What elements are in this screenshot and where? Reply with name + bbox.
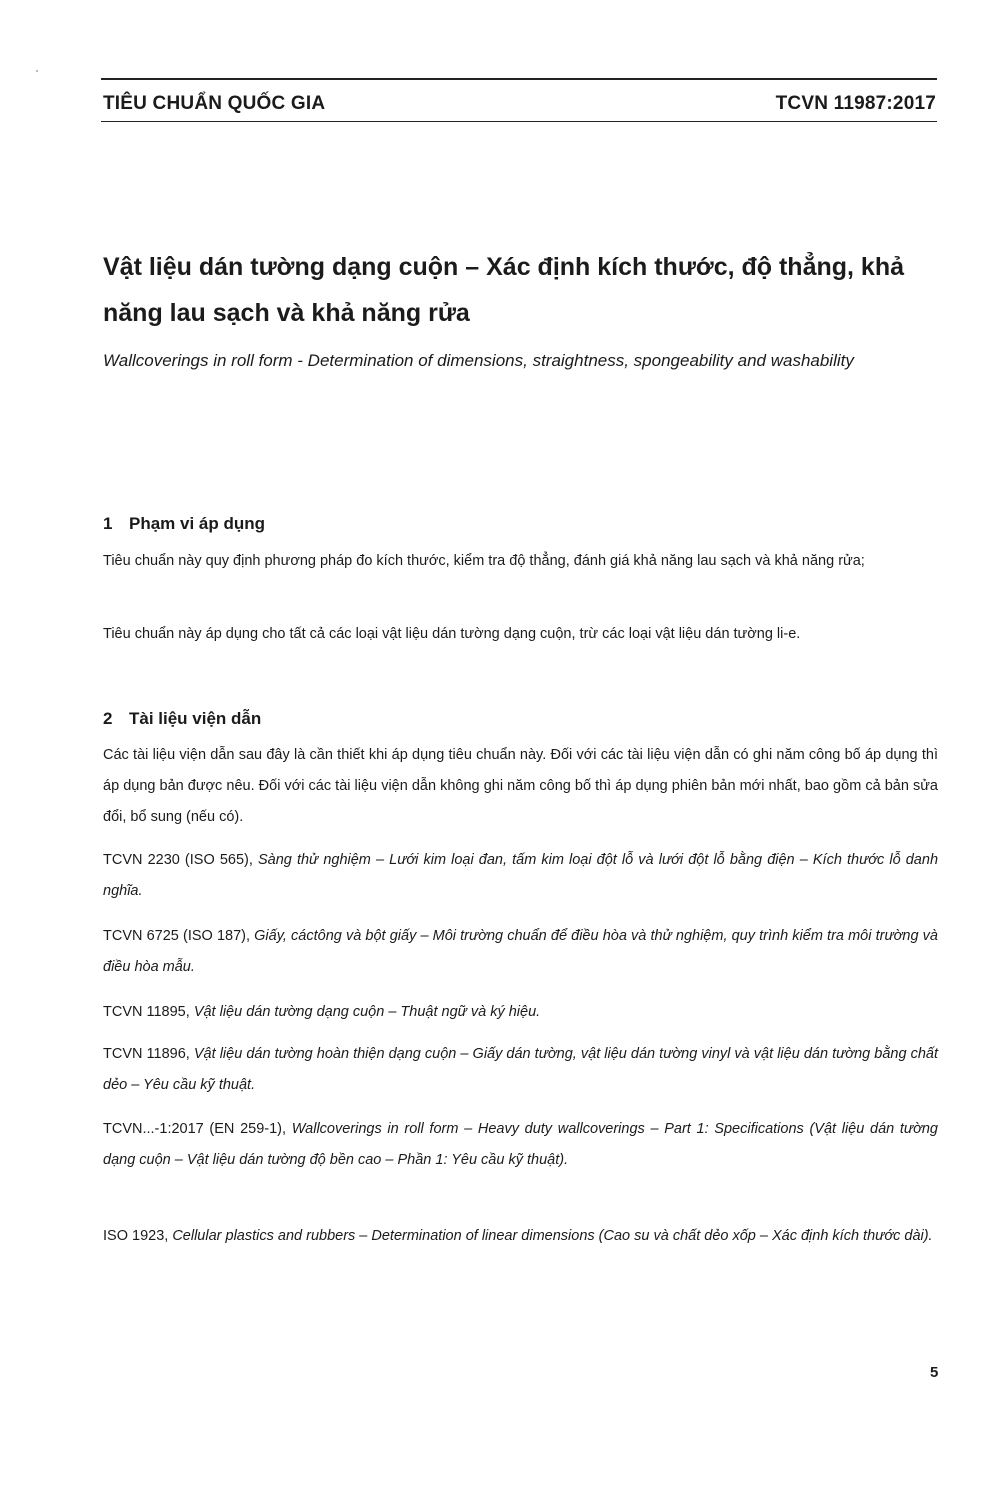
- section-2-heading: [103, 709, 261, 729]
- section-2-title: Tài liệu viện dẫn: [129, 709, 262, 728]
- section-1-heading: [103, 514, 265, 534]
- section-1-title: Phạm vi áp dụng: [129, 514, 266, 533]
- section-1-paragraph-2: Tiêu chuẩn này áp dụng cho tất cả các loại vật liệu dán tường dạng cuộn, trừ các loại vật liệu dán tường li-e.: [103, 626, 801, 642]
- scan-speck: [36, 70, 38, 72]
- document-title: Vật liệu dán tường dạng cuộn – Xác định kích thước, độ thẳng, khả năng lau sạch và khả năng rửa: [103, 253, 904, 327]
- reference-item: TCVN 11896, Vật liệu dán tường hoàn thiện dạng cuộn – Giấy dán tường, vật liệu dán tường vinyl và vật liệu dán tường bằng chất dẻo – Yêu cầu kỹ thuật.: [103, 1046, 938, 1093]
- section-1-paragraph-1: Tiêu chuẩn này quy định phương pháp đo kích thước, kiểm tra độ thẳng, đánh giá khả năng lau sạch và khả năng rửa;: [103, 553, 865, 569]
- header-standard-code: TCVN 11987:2017: [775, 93, 936, 114]
- document-subtitle-english: Wallcoverings in roll form - Determination of dimensions, straightness, spongeability and washability: [103, 351, 854, 370]
- section-2-intro: Các tài liệu viện dẫn sau đây là cần thiết khi áp dụng tiêu chuẩn này. Đối với các tài liệu viện dẫn có ghi năm công bố áp dụng thì áp dụng bản được nêu. Đối với các tài liệu viện dẫn không ghi năm công bố thì áp dụng phiên bản mới nhất, bao gồm cả bản sửa đổi, bổ sung (nếu có).: [103, 747, 938, 825]
- page-number: 5: [930, 1364, 939, 1381]
- section-1-number: 1: [103, 514, 113, 533]
- reference-item: TCVN 6725 (ISO 187), Giấy, cáctông và bột giấy – Môi trường chuẩn để điều hòa và thử nghiệm, quy trình kiểm tra môi trường và điều hòa mẫu.: [103, 928, 938, 975]
- header-rule-top: [101, 78, 937, 80]
- header-standard-type: TIÊU CHUẨN QUỐC GIA: [103, 93, 326, 114]
- reference-item: TCVN 2230 (ISO 565), Sàng thử nghiệm – Lưới kim loại đan, tấm kim loại đột lỗ và lưới đột lỗ bằng điện – Kích thước lỗ danh nghĩa.: [103, 852, 939, 899]
- reference-item: TCVN 11895, Vật liệu dán tường dạng cuộn – Thuật ngữ và ký hiệu.: [103, 1004, 541, 1020]
- header-rule-bottom: [101, 121, 937, 122]
- section-2-number: 2: [103, 709, 113, 728]
- reference-item: TCVN...-1:2017 (EN 259-1), Wallcoverings in roll form – Heavy duty wallcoverings – Part 1: Specifications (Vật liệu dán tường dạng cuộn – Vật liệu dán tường độ bền cao – Phần 1: Yêu cầu kỹ thuật).: [103, 1121, 938, 1168]
- reference-item: ISO 1923, Cellular plastics and rubbers – Determination of linear dimensions (Cao su và chất dẻo xốp – Xác định kích thước dài).: [103, 1228, 933, 1244]
